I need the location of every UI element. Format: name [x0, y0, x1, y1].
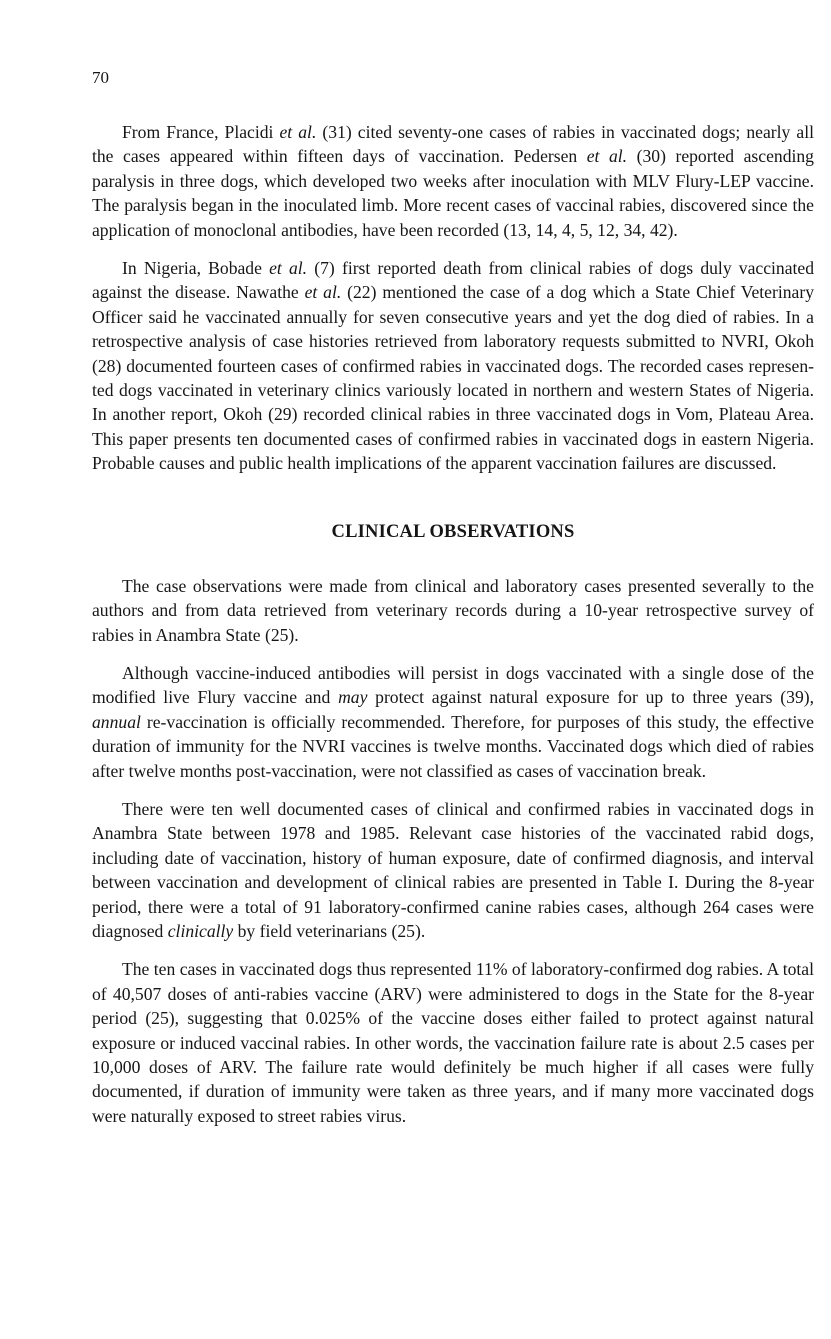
section-heading-wrap	[92, 520, 814, 544]
text-run: In Nigeria, Bobade	[122, 258, 270, 279]
text-run: Although vaccine-induced antibodies will persist in dogs vaccinated with a single dose of the modified live Flury vaccine and	[92, 662, 814, 708]
text-run: by field veterinarians (25).	[233, 920, 426, 941]
italic-run: annual	[92, 711, 141, 732]
paragraph-france-cases	[92, 120, 814, 242]
paragraph-documented-cases	[92, 797, 814, 943]
text-run: There were ten well documented cases of clinical and confirmed rabies in vaccinated dogs in Anambra State between 1978 and 1985. Relevant case histories of the vaccinated rabid dogs, including date of vaccination, history of human exposure, date of confirmed diagnosis, and interval between vaccination and development of clinical rabies are presented in Table I. During the 8-year period, there were a total of 91 laboratory-confirmed canine rabies cases, although 264 cases were diagnosed	[92, 798, 814, 941]
paragraph-nigeria-reports	[92, 256, 814, 476]
text-run: (22) mentioned the case of a dog which a State Chief Veterinary Officer said he vaccinated annually for seven consecutive years and yet the dog died of rabies. In a retrospective analysis of case histories retrieved from laboratory requests submitted to NVRI, Okoh (28) documented fourteen cases of confirmed rabies in vaccinated dogs. The recorded cases represented dogs vaccinated in veterinary clinics variously located in northern and western States of Nigeria. In another report, Okoh (29) recorded clinical rabies in three vaccinated dogs in Vom, Plateau Area. This paper presents ten documented cases of confirmed rabies in vaccinated dogs in eastern Nigeria. Probable causes and public health implications of the apparent vaccination failures are discussed.	[92, 282, 815, 474]
text-run: From France, Placidi	[122, 122, 280, 142]
page-number: 70	[92, 68, 109, 87]
italic-run: may	[338, 687, 368, 708]
text-run: re-vaccination is officially recommended. Therefore, for purposes of this study, the effective duration of immunity for the NVRI vaccines is twelve months. Vaccinated dogs which died of rabies after twelve months post-vaccination, were not classified as cases of vaccination break.	[92, 711, 814, 781]
italic-run: clinically	[167, 920, 234, 941]
text-run: (7) first reported death from clinical rabies of dogs duly vaccinated against the disease. Nawathe	[92, 258, 815, 303]
italic-run: et al.	[269, 258, 308, 279]
paragraph-case-observations	[92, 574, 814, 647]
text-run: protect against natural exposure for up to three years (39),	[367, 687, 815, 708]
section-heading: CLINICAL OBSERVATIONS	[331, 521, 575, 542]
text-run: (30) reported ascending paralysis in three dogs, which developed two weeks after inoculation with MLV Flury-LEP vaccine. The paralysis began in the inoculated limb. More recent cases of vaccinal rabies, discovered since the application of monoclonal antibodies, have been recorded (13, 14, 4, 5, 12, 34, 42).	[92, 146, 814, 240]
italic-run: et al.	[279, 122, 317, 142]
italic-run: et al.	[586, 146, 628, 167]
italic-run: et al.	[304, 282, 342, 303]
paragraph-failure-rate	[92, 957, 814, 1128]
text-run: The case observations were made from clinical and laboratory cases presented severally to the authors and from data retrieved from veterinary records during a 10-year retrospective survey of rabies in Anambra State (25).	[92, 575, 814, 645]
text-run: The ten cases in vaccinated dogs thus represented 11% of laboratory-confirmed dog rabies. A total of 40,507 doses of anti-rabies vaccine (ARV) were administered to dogs in the State for the 8-year period (25), suggesting that 0.025% of the vaccine doses either failed to protect against natural exposure or induced vaccinal rabies. In other words, the vaccination failure rate is about 2.5 cases per 10,000 doses of ARV. The failure rate would definitely be much higher if all cases were fully documented, if duration of immunity were taken as three years, and if many more vaccinated dogs were naturally exposed to street rabies virus.	[92, 959, 814, 1126]
text-run: (31) cited seventy-one cases of rabies in vaccinated dogs; nearly all the cases appeared within fifteen days of vaccination. Pedersen	[92, 122, 814, 167]
body-text	[92, 120, 814, 1128]
paragraph-vaccine-antibodies	[92, 661, 814, 783]
